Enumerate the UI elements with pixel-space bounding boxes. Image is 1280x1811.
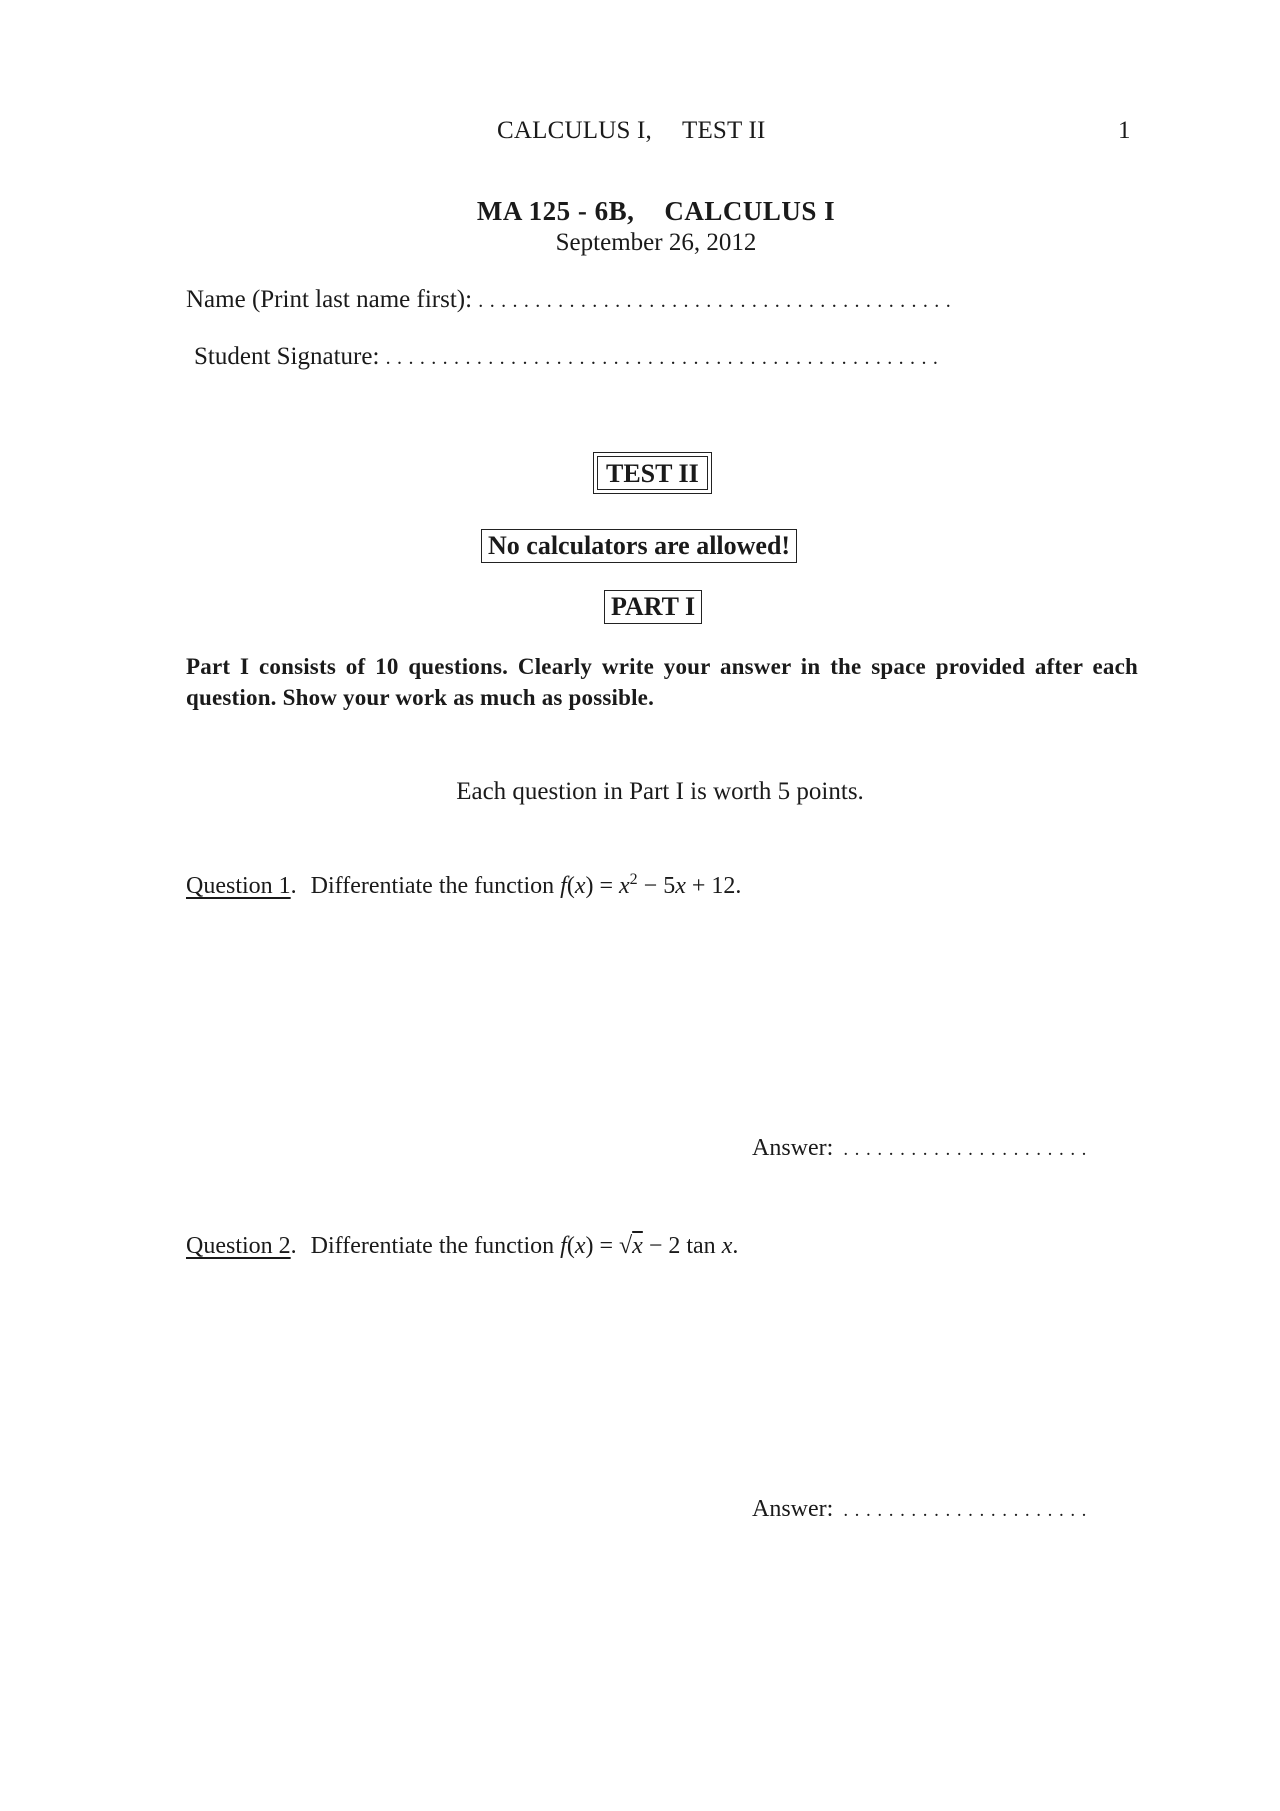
question-2-label: Question 2 <box>186 1233 291 1259</box>
running-header-test: TEST II <box>681 117 766 144</box>
answer-2-dots: ...................... <box>843 1500 1094 1521</box>
running-header-course: CALCULUS I, <box>497 117 652 144</box>
signature-dots: ................................................. <box>385 347 945 369</box>
answer-1-label: Answer: <box>752 1135 834 1161</box>
question-1: Question 1. Differentiate the function $f(x) = x^2 - 5x + 12$. <box>186 871 742 899</box>
points-note: Each question in Part I is worth 5 points. <box>456 778 864 805</box>
answer-2-field[interactable] <box>752 1496 1093 1523</box>
question-2-formula: f(x) = √x − 2 tan x. <box>560 1233 739 1259</box>
question-1-formula: $f(x) = x^2 - 5x + 12$. <box>560 871 742 899</box>
question-1-label: Question 1 <box>186 873 291 899</box>
instructions: Part I consists of 10 questions. Clearly write your answer in the space provided after each question. Show your work as much as possible. <box>186 654 1138 710</box>
name-label: Name (Print last name first): <box>186 286 473 313</box>
test-badge-label: TEST II <box>597 456 708 490</box>
course-title <box>0 196 1280 227</box>
name-field[interactable] <box>186 286 957 314</box>
exam-date: September 26, 2012 <box>555 229 757 256</box>
no-calculators-notice: No calculators are allowed! <box>481 529 797 563</box>
answer-2-label: Answer: <box>752 1496 834 1522</box>
question-2-prompt: Differentiate the function <box>310 1233 555 1259</box>
part-badge: PART I <box>604 590 702 624</box>
question-2: Question 2. Differentiate the function f(x) = √x − 2 tan x. <box>186 1233 739 1259</box>
running-header-title <box>497 117 766 145</box>
course-code: MA 125 - 6B, <box>476 196 635 226</box>
page-number: 1 <box>1118 117 1131 144</box>
course-name: CALCULUS I <box>664 196 836 226</box>
answer-1-field[interactable] <box>752 1135 1093 1162</box>
answer-1-dots: ...................... <box>843 1139 1094 1160</box>
question-1-prompt: Differentiate the function <box>310 873 555 899</box>
test-badge <box>593 452 712 494</box>
signature-label: Student Signature: <box>194 343 380 370</box>
signature-field[interactable] <box>194 343 944 371</box>
name-dots: .......................................... <box>478 290 958 312</box>
